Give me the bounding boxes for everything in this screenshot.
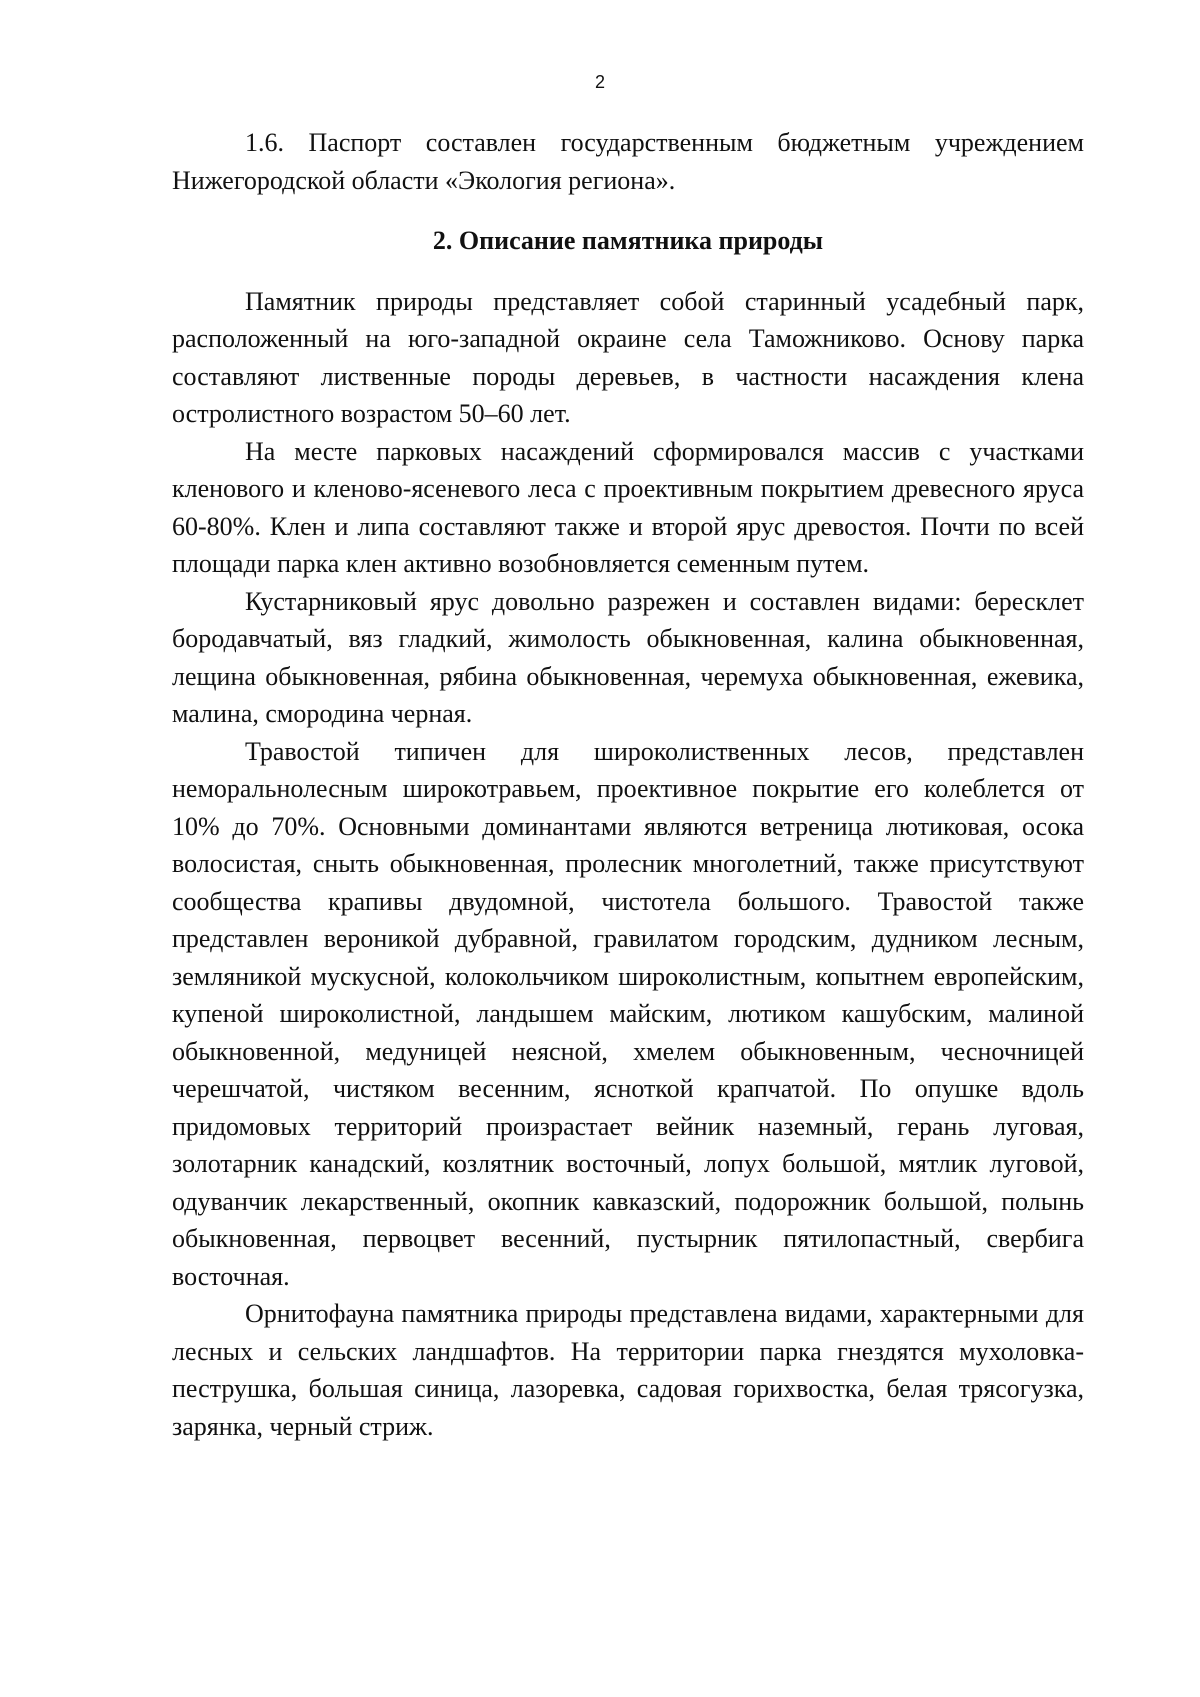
section-heading: 2. Описание памятника природы xyxy=(432,226,824,255)
paragraph-1-6: 1.6. Паспорт составлен государственным бюджетным учреждением Нижегородской области «Экология региона». xyxy=(172,128,1084,195)
paragraph-forest-stand: На месте парковых насаждений сформировался массив с участками кленового и кленово-ясеневого леса с проективным покрытием древесного яруса 60-80%. Клен и липа составляют также и второй ярус древостоя. Почти по всей площади парка клен активно возобновляется семенным путем. xyxy=(172,436,1084,578)
paragraph-herb-layer: Травостой типичен для широколиственных лесов, представлен неморальнолесным широкотравьем, проективное покрытие его колеблется от 10% до 70%. Основными доминантами являются ветреница лютиковая, осока волосистая, сныть обыкновенная, пролесник многолетний, также присутствуют сообщества крапивы двудомной, чистотела большого. Травостой также представлен вероникой дубравной, гравилатом городским, дудником лесным, земляникой мускусной, колокольчиком широколистным, копытнем европейским, купеной широколистной, ландышем майским, лютиком кашубским, малиной обыкновенной, медуницей неясной, хмелем обыкновенным, чесночницей черешчатой, чистяком весенним, ясноткой крапчатой. По опушке вдоль придомовых территорий произрастает вейник наземный, герань луговая, золотарник канадский, козлятник восточный, лопух большой, мятлик луговой, одуванчик лекарственный, окопник кавказский, подорожник большой, полынь обыкновенная, первоцвет весенний, пустырник пятилопастный, свербига восточная. xyxy=(172,736,1084,1291)
paragraph-shrub-layer: Кустарниковый ярус довольно разрежен и составлен видами: бересклет бородавчатый, вяз гладкий, жимолость обыкновенная, калина обыкновенная, лещина обыкновенная, рябина обыкновенная, черемуха обыкновенная, ежевика, малина, смородина черная. xyxy=(172,586,1084,728)
document-body xyxy=(172,124,1084,1445)
paragraph-avifauna: Орнитофауна памятника природы представлена видами, характерными для лесных и сельских ландшафтов. На территории парка гнездятся мухоловка-пеструшка, большая синица, лазоревка, садовая горихвостка, белая трясогузка, зарянка, черный стриж. xyxy=(172,1299,1084,1441)
paragraph-description: Памятник природы представляет собой старинный усадебный парк, расположенный на юго-западной окраине села Таможниково. Основу парка составляют лиственные породы деревьев, в частности насаждения клена остролистного возрастом 50–60 лет. xyxy=(172,286,1084,428)
page-number: 2 xyxy=(594,72,605,92)
